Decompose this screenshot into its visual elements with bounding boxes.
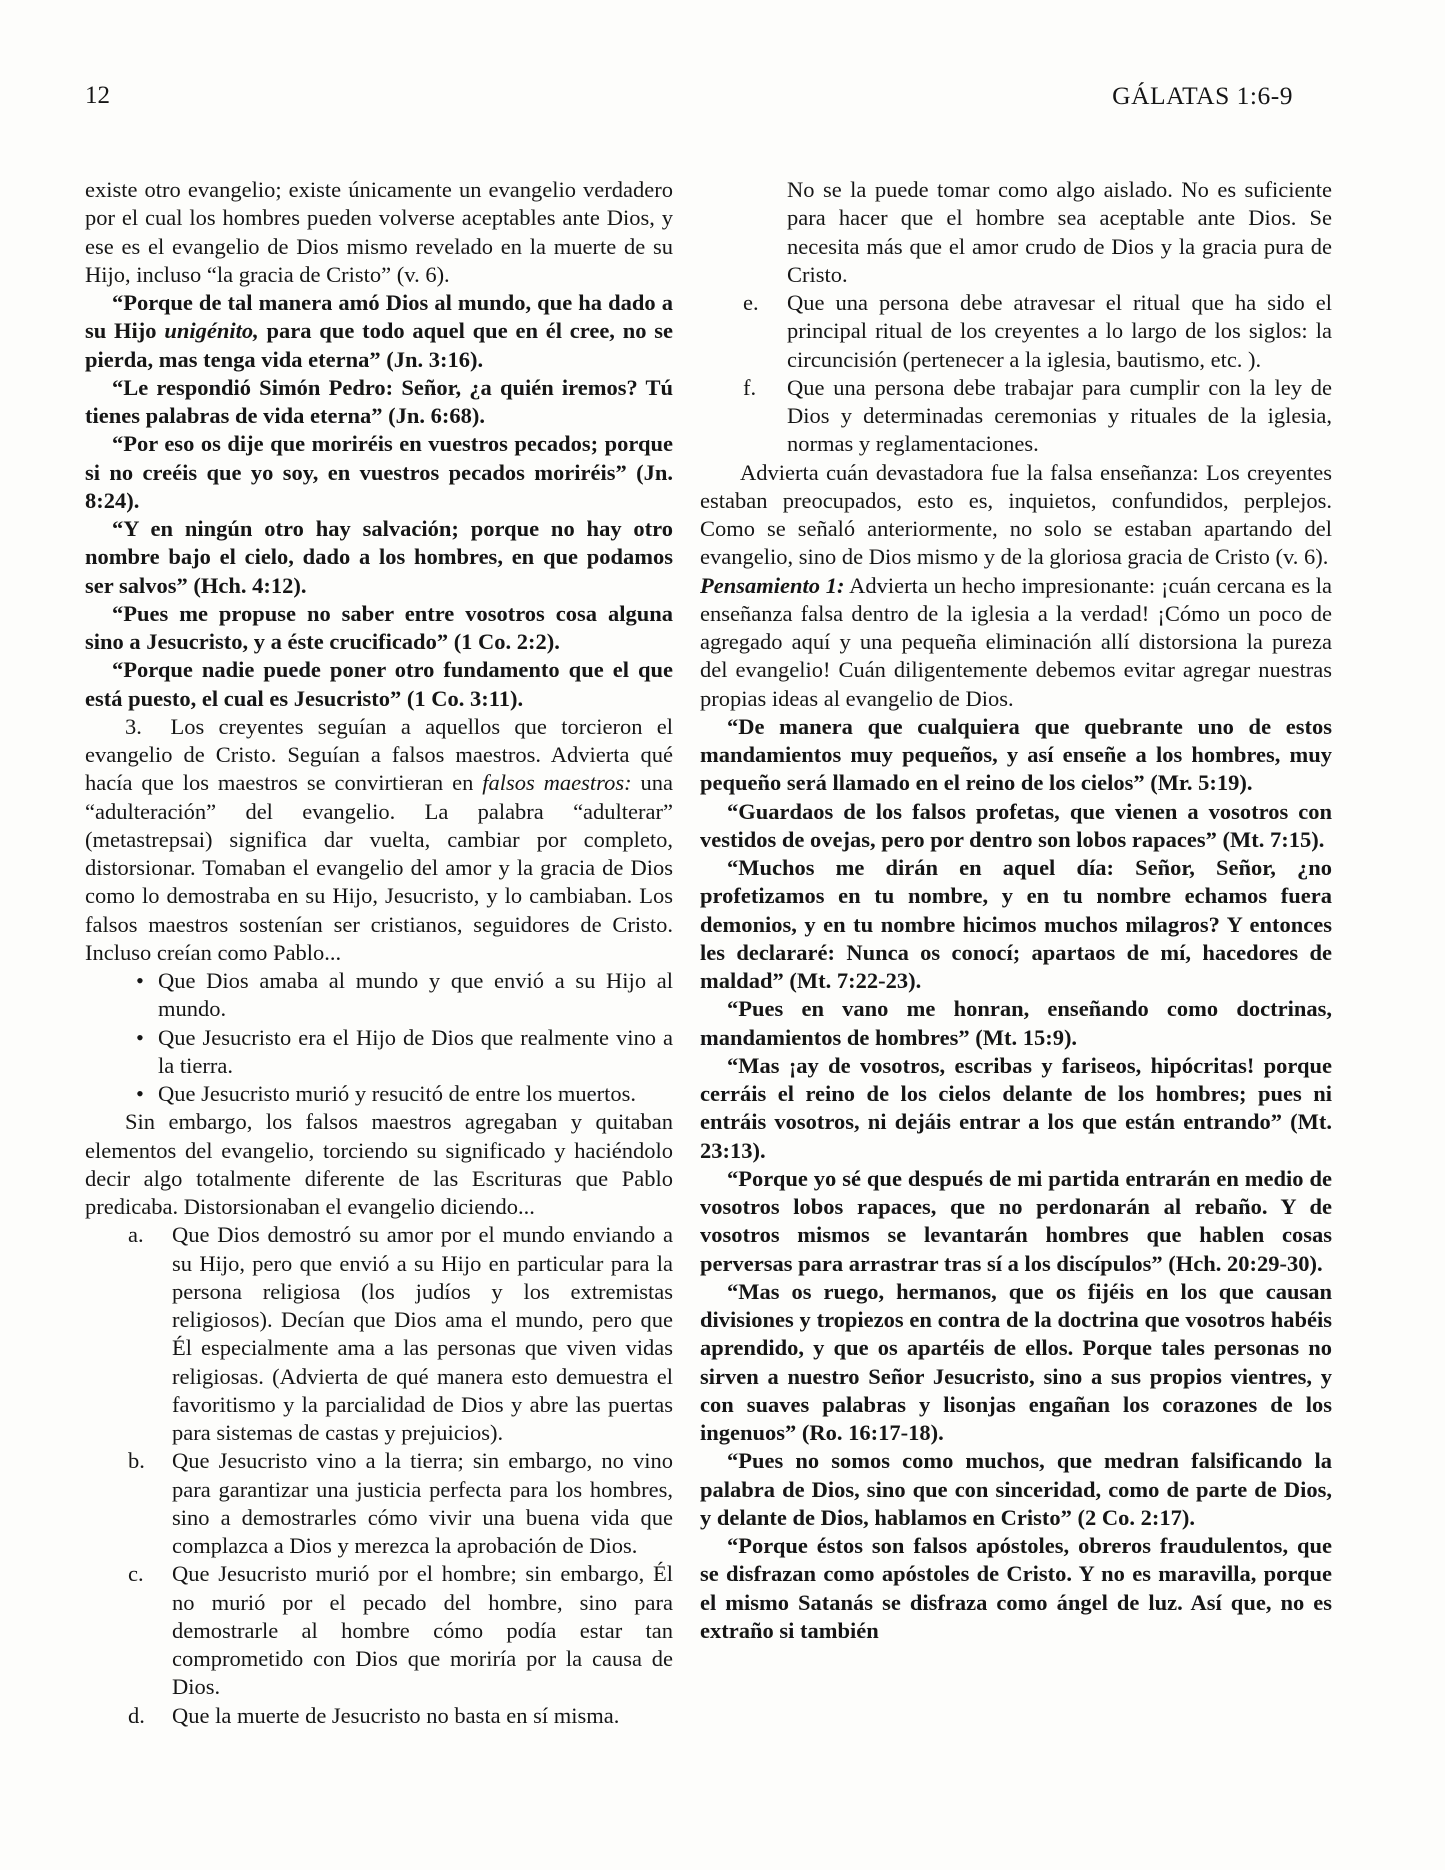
list-item-text: Que Jesucristo murió y resucitó de entre los muertos. xyxy=(158,1081,637,1106)
scripture-quote-mt-7-22-23: “Muchos me dirán en aquel día: Señor, Señor, ¿no profetizamos en tu nombre, y en tu nombre echamos fuera demonios, y en tu nombre hicimos muchos milagros? Y entonces les declararé: Nunca os conocí; apartaos de mí, hacedores de maldad” (Mt. 7:22-23). xyxy=(700,855,1332,993)
page-number: 12 xyxy=(85,82,110,109)
lettered-list xyxy=(85,1221,673,1730)
list-item-text: Que una persona debe trabajar para cumplir con la ley de Dios y determinadas ceremonias y rituales de la iglesia, normas y reglamentaciones. xyxy=(787,374,1332,457)
running-head: GÁLATAS 1:6-9 xyxy=(1112,81,1293,110)
right-column xyxy=(700,176,1332,1645)
list-item xyxy=(85,1024,673,1081)
scripture-quote-ro-16-17-18: “Mas os ruego, hermanos, que os fijéis en los que causan divisiones y tropiezos en contra de la doctrina que vosotros habéis aprendido, y que os apartéis de ellos. Porque tales personas no sirven a nuestro Señor Jesucristo, sino a sus propios vientres, y con suaves palabras y lisonjas engañan los corazones de los ingenuos” (Ro. 16:17-18). xyxy=(700,1278,1332,1445)
point-3-paragraph xyxy=(85,713,673,967)
bullet-icon: • xyxy=(136,1024,144,1050)
list-item-d xyxy=(85,1702,673,1730)
list-item-text: Que Dios amaba al mundo y que envió a su Hijo al mundo. xyxy=(158,968,673,1022)
scripture-quote-block xyxy=(700,713,1332,1645)
item-label: a. xyxy=(128,1222,144,1248)
list-item-text: Que Jesucristo murió por el hombre; sin embargo, Él no murió por el pecado del hombre, sino para demostrarle al hombre cómo podía estar tan comprometido con Dios que moriría por la causa de Dios. xyxy=(172,1561,673,1700)
advierta-paragraph: Advierta cuán devastadora fue la falsa enseñanza: Los creyentes estaban preocupados, esto es, inquietos, confundidos, perplejos. Como se señaló anteriormente, no solo se estaban apartando del evangelio, sino de Dios mismo y de la gloriosa gracia de Cristo (v. 6). xyxy=(700,459,1332,570)
list-item-text: No se la puede tomar como algo aislado. No es suficiente para hacer que el hombre sea aceptable ante Dios. Se necesita más que el amor crudo de Dios y la gracia pura de Cristo. xyxy=(787,177,1332,287)
list-item-b xyxy=(85,1447,673,1560)
quote-italic-word: unigénito, xyxy=(164,318,259,344)
scripture-quote-2co-11-13-15: “Porque éstos son falsos apóstoles, obreros fraudulentos, que se disfrazan como apóstoles de Cristo. Y no es maravilla, porque el mismo Satanás se disfraza como ángel de luz. Así que, no es extraño si también xyxy=(700,1533,1332,1643)
list-item-f xyxy=(700,374,1332,459)
item-label: b. xyxy=(128,1448,145,1474)
scripture-quote-jn-6-68: “Le respondió Simón Pedro: Señor, ¿a quién iremos? Tú tienes palabras de vida eterna” (Jn. 6:68). xyxy=(85,374,673,428)
scripture-quote-jn-3-16 xyxy=(85,289,673,374)
pensamiento-text: Advierta un hecho impresionante: ¡cuán cercana es la enseñanza falsa dentro de la iglesia a la verdad! ¡Cómo un poco de agregado aquí y una pequeña eliminación allí distorsiona la pureza del evangelio! Cuán diligentemente debemos evitar agregar nuestras propias ideas al evangelio de Dios. xyxy=(700,572,1332,711)
pensamiento-label: Pensamiento 1: xyxy=(700,572,845,598)
list-item-a xyxy=(85,1221,673,1447)
scripture-quote-mt-15-9: “Pues en vano me honran, enseñando como doctrinas, mandamientos de hombres” (Mt. 15:9). xyxy=(700,996,1332,1050)
intro-paragraph: existe otro evangelio; existe únicamente un evangelio verdadero por el cual los hombres pueden volverse aceptables ante Dios, y ese es el evangelio de Dios mismo revelado en la muerte de su Hijo, incluso “la gracia de Cristo” (v. 6). xyxy=(85,177,673,287)
list-item-text: Que una persona debe atravesar el ritual que ha sido el principal ritual de los creyentes a lo largo de los siglos: la circuncisión (pertenecer a la iglesia, bautismo, etc. ). xyxy=(787,290,1332,372)
paragraph-text: 3. Los creyentes seguían a aquellos que torcieron el evangelio de Cristo. Seguían a falsos maestros. Advierta qué hacía que los maestros se convirtieran en xyxy=(85,713,673,796)
list-item-c xyxy=(85,1560,673,1701)
item-label: d. xyxy=(128,1702,145,1728)
lettered-list xyxy=(700,289,1332,459)
scripture-quote-hch-20-29-30: “Porque yo sé que después de mi partida entrarán en medio de vosotros lobos rapaces, que no perdonarán al rebaño. Y de vosotros mismos se levantarán hombres que hablen cosas perversas para arrastrar tras sí a los discípulos” (Hch. 20:29-30). xyxy=(700,1165,1332,1276)
scripture-quote-block xyxy=(85,289,673,713)
list-item-text: Que la muerte de Jesucristo no basta en sí misma. xyxy=(172,1702,620,1728)
scripture-quote-2co-2-17: “Pues no somos como muchos, que medran falsificando la palabra de Dios, sino que con sinceridad, como de parte de Dios, y delante de Dios, hablamos en Cristo” (2 Co. 2:17). xyxy=(700,1448,1332,1530)
sin-embargo-paragraph: Sin embargo, los falsos maestros agregaban y quitaban elementos del evangelio, torciendo su significado y haciéndolo decir algo totalmente diferente de las Escrituras que Pablo predicaba. Distorsionaban el evangelio diciendo... xyxy=(85,1109,673,1219)
list-item xyxy=(85,967,673,1024)
scripture-quote-jn-8-24: “Por eso os dije que moriréis en vuestros pecados; porque si no creéis que yo soy, en vuestros pecados moriréis” (Jn. 8:24). xyxy=(85,431,673,513)
quote-text: para que todo aquel que en él cree, no se pierda, mas tenga vida eterna” (Jn. 3:16). xyxy=(85,318,673,372)
scripture-quote-mt-7-15: “Guardaos de los falsos profetas, que vienen a vosotros con vestidos de ovejas, pero por dentro son lobos rapaces” (Mt. 7:15). xyxy=(700,798,1332,852)
item-label: c. xyxy=(128,1561,144,1587)
list-item-text: Que Dios demostró su amor por el mundo enviando a su Hijo, pero que envió a su Hijo en particular para la persona religiosa (los judíos y los extremistas religiosos). Decían que Dios ama el mundo, pero que Él especialmente ama a las personas que viven vidas religiosas. (Advierta de qué manera esto demuestra el favoritismo y la parcialidad de Dios y abre las puertas para sistemas de castas y prejuicios). xyxy=(172,1222,673,1445)
item-label: f. xyxy=(743,374,757,400)
item-label: e. xyxy=(743,290,759,315)
bullet-icon: • xyxy=(136,1081,144,1106)
scripture-quote-1co-2-2: “Pues me propuse no saber entre vosotros cosa alguna sino a Jesucristo, y a éste crucificado” (1 Co. 2:2). xyxy=(85,600,673,654)
belief-bullet-list xyxy=(85,967,673,1108)
scripture-quote-1co-3-11: “Porque nadie puede poner otro fundamento que el que está puesto, el cual es Jesucristo” (1 Co. 3:11). xyxy=(85,657,673,711)
scripture-quote-mr-5-19: “De manera que cualquiera que quebrante uno de estos mandamientos muy pequeños, y así enseñe a los hombres, muy pequeño será llamado en el reino de los cielos” (Mr. 5:19). xyxy=(700,713,1332,796)
pensamiento-block xyxy=(700,572,1332,713)
scripture-quote-hch-4-12: “Y en ningún otro hay salvación; porque no hay otro nombre bajo el cielo, dado a los hombres, en que podamos ser salvos” (Hch. 4:12). xyxy=(85,516,673,598)
list-item-text: Que Jesucristo vino a la tierra; sin embargo, no vino para garantizar una justicia perfecta para los hombres, sino a demostrarles cómo vivir una buena vida que complazca a Dios y merezca la aprobación de Dios. xyxy=(172,1448,673,1558)
list-item-e xyxy=(700,289,1332,374)
scripture-quote-mt-23-13: “Mas ¡ay de vosotros, escribas y fariseos, hipócritas! porque cerráis el reino de los cielos delante de los hombres; pues ni entráis vosotros, ni dejáis entrar a los que están entrando” (Mt. 23:13). xyxy=(700,1052,1332,1163)
quote-text: “Porque de tal manera amó Dios al mundo, que ha dado a su Hijo xyxy=(85,290,673,344)
italic-phrase: falsos maestros: xyxy=(482,770,632,796)
bullet-icon: • xyxy=(136,968,144,993)
list-item-text: Que Jesucristo era el Hijo de Dios que realmente vino a la tierra. xyxy=(158,1024,673,1078)
left-column xyxy=(85,176,673,1730)
list-item-d-continuation xyxy=(700,176,1332,289)
list-item xyxy=(85,1080,673,1108)
paragraph-text: una “adulteración” del evangelio. La palabra “adulterar” (metastrepsai) significa dar vuelta, cambiar por completo, distorsionar. Tomaban el evangelio del amor y la gracia de Dios como lo demostraba en su Hijo, Jesucristo, y lo cambiaban. Los falsos maestros sostenían ser cristianos, seguidores de Cristo. Incluso creían como Pablo... xyxy=(85,770,673,965)
